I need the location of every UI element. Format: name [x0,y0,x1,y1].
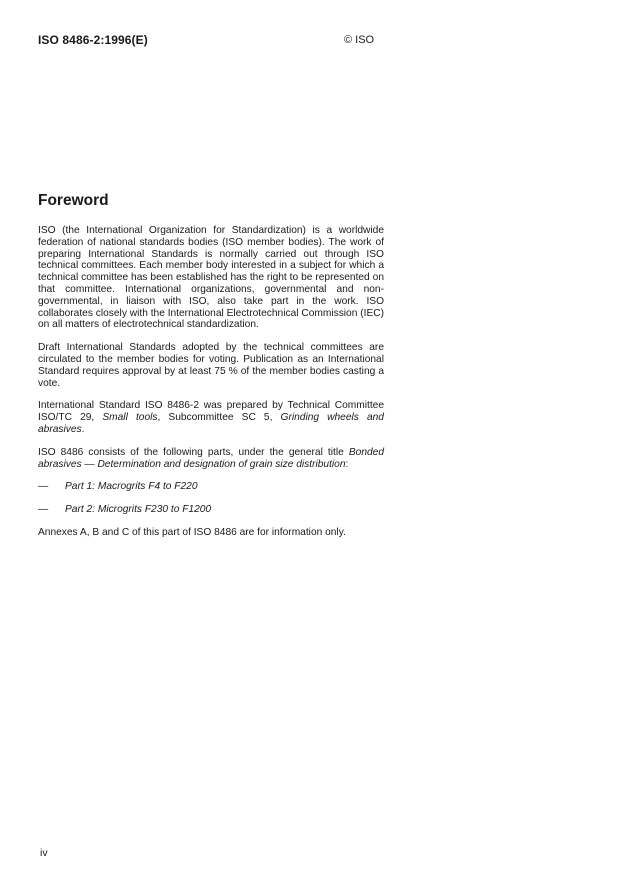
paragraph-prepared-by [38,400,384,435]
subcommittee-name: Grinding wheels and abrasives [38,412,384,435]
list-dash: — [38,481,49,493]
committee-name: Small tools [102,412,158,424]
copyright-mark: © ISO [344,34,375,46]
prepared-by-text: International Standard ISO 8486-2 was prepared by Technical Committee ISO/TC 29, [38,400,384,424]
section-title: Foreword [38,192,109,209]
general-title: Bonded abrasives — Determination and designation of grain size distribution [38,446,384,470]
list-item [38,481,384,493]
page-number: iv [40,847,48,859]
period: . [81,423,85,435]
paragraph-iso-description: ISO (the International Organization for Standardization) is a worldwide federation of national standards bodies (ISO member bodies). The work of preparing International Standards is normally carried out through ISO technical committees. Each member body interested in a subject for which a technical committee has been established has the right to be represented on that committee. International organizations, governmental and non-governmental, in liaison with ISO, also take part in the work. ISO collaborates closely with the International Electrotechnical Commission (IEC) on all matters of electrotechnical standardization. [38,225,384,331]
subcommittee-text: , Subcommittee SC 5, [157,412,281,424]
parts-intro-text: ISO 8486 consists of the following parts, under the general title [38,446,349,458]
list-item [38,504,384,516]
part-2-title: Part 2: Microgrits F230 to F1200 [65,504,212,516]
document-reference: ISO 8486-2:1996(E) [38,33,148,47]
part-1-title: Part 1: Macrogrits F4 to F220 [65,481,198,493]
paragraph-parts-intro [38,447,384,471]
paragraph-annexes: Annexes A, B and C of this part of ISO 8486 are for information only. [38,526,346,538]
colon: : [345,458,349,470]
paragraph-draft-standards: Draft International Standards adopted by the technical committees are circulated to the member bodies for voting. Publication as an International Standard requires approval by at least 75 % of the member bodies casting a vote. [38,342,384,389]
parts-list [38,481,384,516]
list-dash: — [38,504,49,516]
foreword-body [38,225,384,550]
